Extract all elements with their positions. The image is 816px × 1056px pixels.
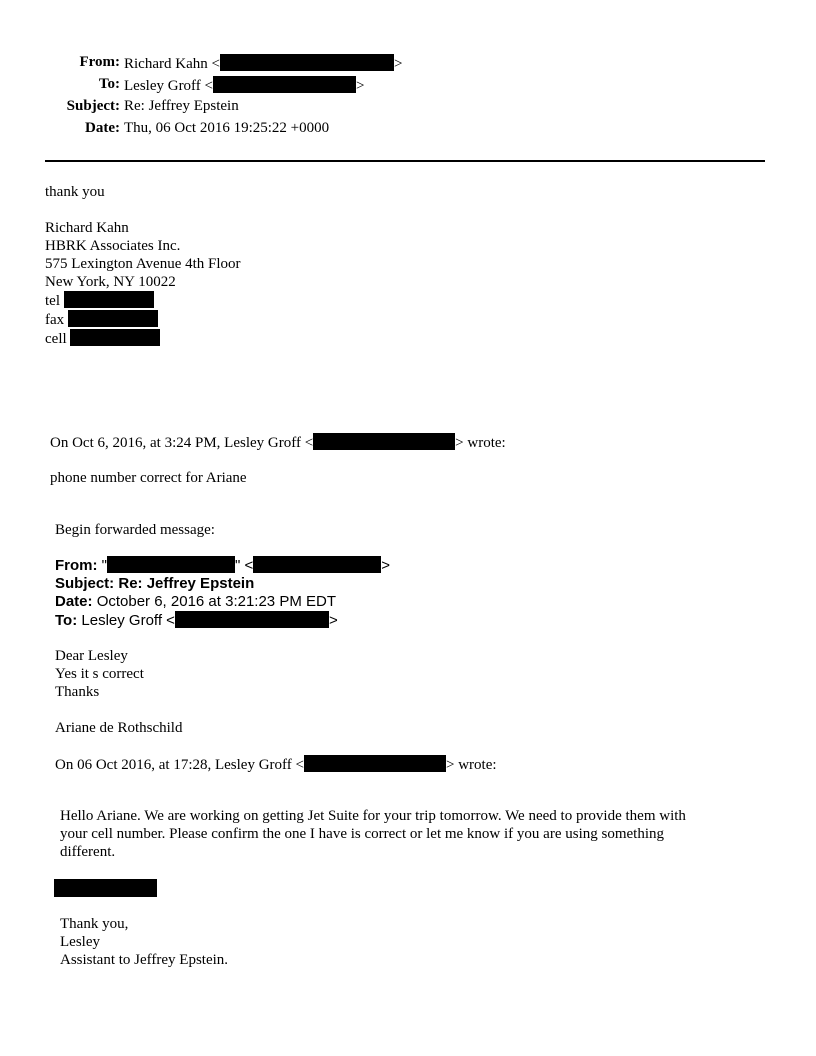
forwarded-header [55,556,390,630]
redacted-email [304,755,446,772]
quote1-body: phone number correct for Ariane [50,470,247,486]
paragraph-line: different. [60,844,116,860]
closing-line: Assistant to Jeffrey Epstein. [60,952,229,968]
fwd-body-line: Thanks [55,684,100,700]
fwd-to-line: To: Lesley Groff < > [55,612,338,629]
signature-address2: New York, NY 10022 [45,274,176,290]
fwd-body-line: Dear Lesley [55,648,128,664]
paragraph-line: Hello Ariane. We are working on getting Jet Suite for your trip tomorrow. We need to provide them with [60,808,686,824]
signature-name: Richard Kahn [45,220,129,236]
redacted-email [313,433,455,450]
from-value: Richard Kahn < > [124,56,403,72]
signature-address1: 575 Lexington Avenue 4th Floor [45,256,241,272]
closing-line: Lesley [60,934,100,950]
quote1-intro: On Oct 6, 2016, at 3:24 PM, Lesley Groff < > wrote: [50,435,506,451]
header-divider [45,160,765,162]
redacted-email [213,76,356,93]
signature-cell: cell [45,329,241,348]
to-label: To: [98,76,120,92]
from-label: From: [79,54,120,70]
redacted-email [175,611,329,628]
subject-label: Subject: [66,98,120,114]
redacted-email [253,556,381,573]
date-label: Date: [85,120,120,136]
closing-line: Thank you, [60,916,129,932]
signature-fax: fax [45,310,241,329]
signature-company: HBRK Associates Inc. [45,238,181,254]
from-name: Richard Kahn [124,56,208,72]
fwd-signoff: Ariane de Rothschild [55,720,183,736]
forwarded-body [55,647,144,701]
redacted-phone [68,310,158,327]
quote2-intro: On 06 Oct 2016, at 17:28, Lesley Groff < > wrote: [55,757,497,773]
reply-body: thank you [45,184,105,200]
signature-tel: tel [45,291,241,310]
redacted-email [220,54,394,71]
redacted-phone [64,291,154,308]
signature-block [45,219,241,348]
redacted-name [107,556,235,573]
redacted-block [54,879,157,897]
to-name: Lesley Groff [124,78,201,94]
subject-value: Re: Jeffrey Epstein [124,98,239,114]
paragraph-line: your cell number. Please confirm the one I have is correct or let me know if you are using something [60,826,664,842]
fwd-date-line: Date: October 6, 2016 at 3:21:23 PM EDT [55,593,336,610]
forwarded-label: Begin forwarded message: [55,522,215,538]
to-value: Lesley Groff < > [124,78,365,94]
redacted-phone [70,329,160,346]
fwd-from-line: From: " " < > [55,557,391,574]
quote2-paragraph [60,807,686,861]
date-value: Thu, 06 Oct 2016 19:25:22 +0000 [124,120,330,136]
quote2-closing [60,915,228,969]
fwd-subject-line: Subject: Re: Jeffrey Epstein [55,575,255,592]
fwd-body-line: Yes it s correct [55,666,144,682]
